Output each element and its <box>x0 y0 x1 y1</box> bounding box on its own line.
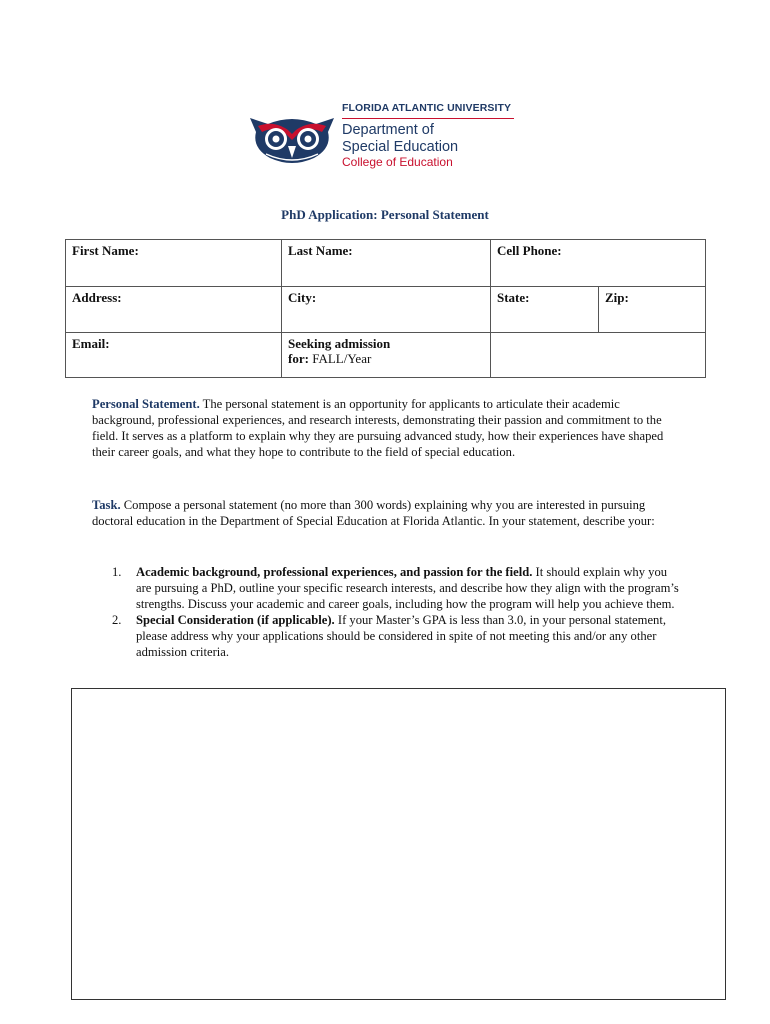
email-field[interactable] <box>66 333 282 377</box>
seeking-for-label: for: <box>288 351 309 366</box>
list-item-number: 1. <box>112 565 122 579</box>
college-name: College of Education <box>342 155 453 169</box>
logo-divider <box>342 118 514 119</box>
state-field[interactable] <box>491 287 599 333</box>
list-item-bold: Academic background, professional experiences, and passion for the field. <box>136 565 533 579</box>
address-field[interactable] <box>66 287 282 333</box>
first-name-field[interactable] <box>66 240 282 287</box>
city-label: City: <box>288 290 317 305</box>
list-item <box>92 612 682 660</box>
list-item <box>92 564 682 612</box>
email-label: Email: <box>72 336 110 351</box>
personal-statement-heading: Personal Statement. <box>92 397 200 411</box>
first-name-label: First Name: <box>72 243 139 258</box>
zip-label: Zip: <box>605 290 629 305</box>
university-name: FLORIDA ATLANTIC UNIVERSITY <box>342 102 512 114</box>
personal-statement-paragraph <box>92 396 682 460</box>
city-field[interactable] <box>282 287 491 333</box>
state-label: State: <box>497 290 530 305</box>
list-item-text: If your Master’s GPA is less than 3.0, in your personal statement, please address why your applications should be considered in spite of not meeting this and/or any other admission criteria. <box>136 613 666 659</box>
address-label: Address: <box>72 290 122 305</box>
requirements-list <box>92 564 682 660</box>
department-name <box>342 122 458 156</box>
department-line-1: Department of <box>342 122 434 138</box>
task-paragraph <box>92 497 682 529</box>
list-item-bold: Special Consideration (if applicable). <box>136 613 335 627</box>
zip-field[interactable] <box>599 287 705 333</box>
blank-cell <box>491 333 705 377</box>
page-title: PhD Application: Personal Statement <box>281 207 489 222</box>
task-heading: Task. <box>92 498 121 512</box>
personal-statement-response-box[interactable] <box>71 688 726 1000</box>
last-name-label: Last Name: <box>288 243 353 258</box>
applicant-info-table <box>65 239 706 378</box>
seeking-admission-value: FALL/Year <box>312 351 372 366</box>
last-name-field[interactable] <box>282 240 491 287</box>
seeking-admission-label: Seeking admission <box>288 336 391 351</box>
cell-phone-label: Cell Phone: <box>497 243 562 258</box>
list-item-number: 2. <box>112 613 122 627</box>
department-line-2: Special Education <box>342 139 459 155</box>
fau-logo <box>248 102 518 172</box>
list-item-text: It should explain why you are pursuing a PhD, outline your specific research interests, and describe how they align with the program’s strengths. Discuss your academic and career goals, including how the program will help you achieve them. <box>136 565 679 611</box>
seeking-admission-field[interactable] <box>282 333 491 377</box>
personal-statement-text: The personal statement is an opportunity for applicants to articulate their academic background, professional experiences, and research interests, demonstrating their passion and commitment to the field. It serves as a platform to explain why they are pursuing advanced study, how their experiences have shaped their career goals, and what they hope to contribute to the field of special education. <box>92 397 664 459</box>
task-text: Compose a personal statement (no more than 300 words) explaining why you are interested in pursuing doctoral education in the Department of Special Education at Florida Atlantic. In your statement, describe your: <box>92 498 655 528</box>
cell-phone-field[interactable] <box>491 240 705 287</box>
owl-icon <box>248 112 336 164</box>
